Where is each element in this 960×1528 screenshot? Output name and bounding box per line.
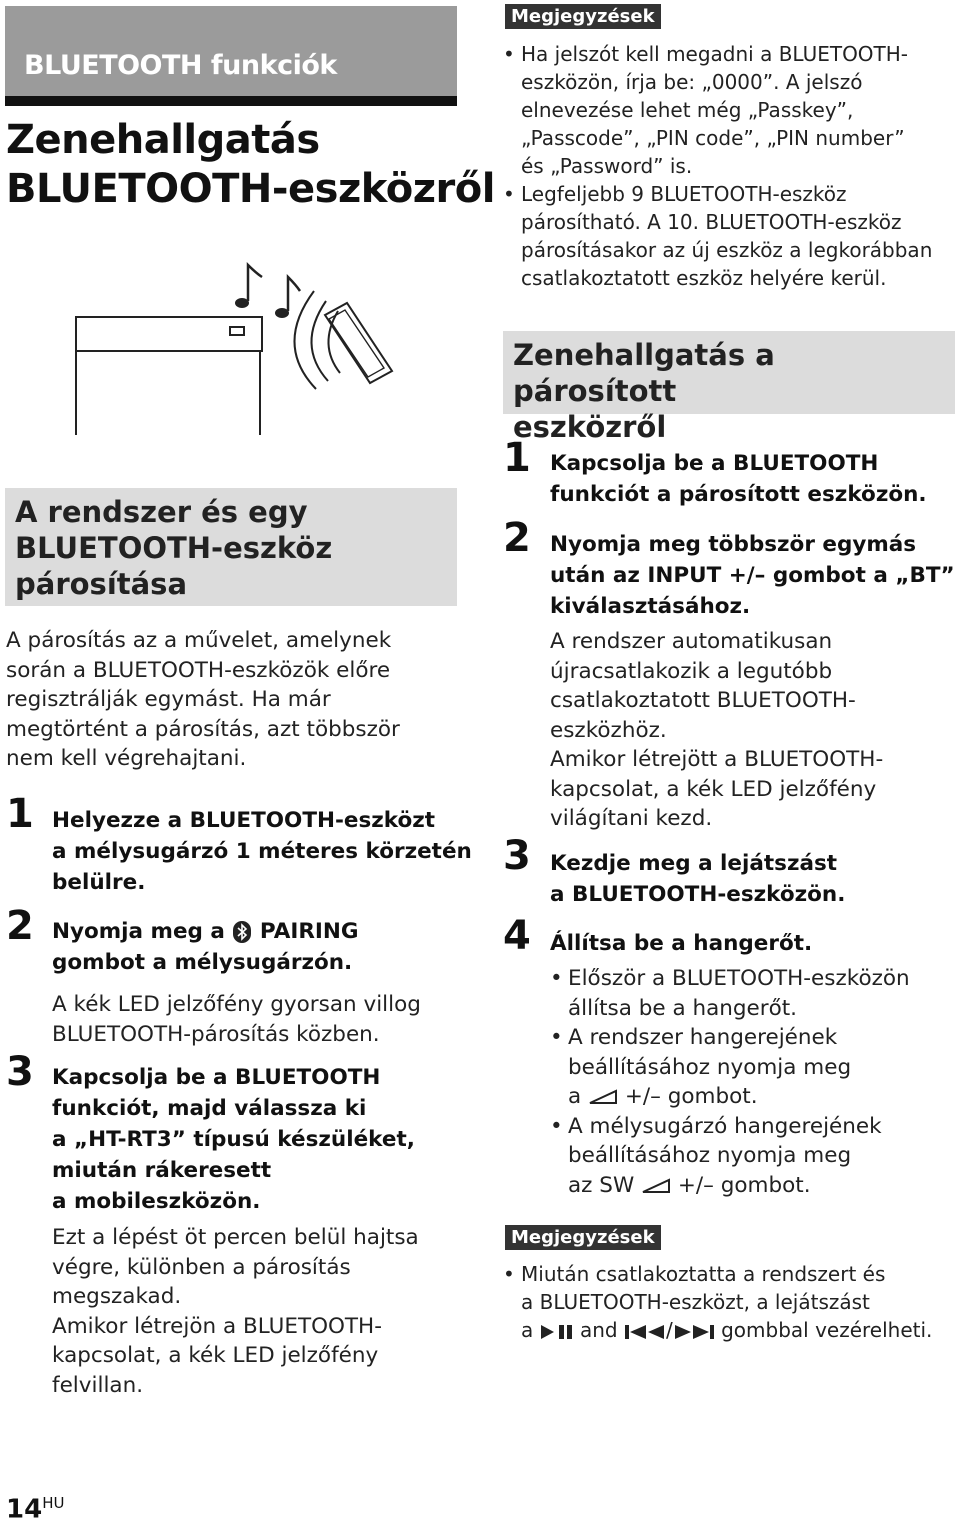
chapter-divider bbox=[5, 96, 457, 106]
step-number: 3 bbox=[503, 833, 531, 879]
step-body: A kék LED jelzőfény gyorsan villog BLUETOOTH-párosítás közben. bbox=[52, 992, 421, 1047]
notes-label: Megjegyzések bbox=[505, 1225, 661, 1250]
step-body: A rendszer automatikusan újracsatlakozik a legutóbb csatlakoztatott BLUETOOTH- eszközhöz. Amikor létrejött a BLUETOOTH- kapcsolat, a kék LED jelzőfény világítani kezd. bbox=[550, 629, 884, 831]
listen-section-heading: Zenehallgatás a párosított eszközről bbox=[503, 331, 955, 414]
chapter-label: BLUETOOTH funkciók bbox=[24, 50, 337, 81]
step-number: 2 bbox=[6, 903, 34, 949]
previous-icon bbox=[624, 1324, 666, 1340]
list-item: • A rendszer hangerejének beállításához nyomja meg a +/– gombot. bbox=[550, 1023, 950, 1112]
music-notes-icon bbox=[235, 265, 300, 318]
list-item: • Először a BLUETOOTH-eszközön állítsa be a hangerőt. bbox=[550, 964, 950, 1023]
list-item: • A mélysugárzó hangerejének beállításához nyomja meg az SW +/– gombot. bbox=[550, 1112, 950, 1201]
play-pause-icon bbox=[540, 1324, 574, 1340]
next-icon bbox=[673, 1324, 715, 1340]
page-title: Zenehallgatás BLUETOOTH-eszközről bbox=[6, 117, 495, 212]
pairing-illustration bbox=[70, 255, 410, 440]
step-number: 4 bbox=[503, 913, 531, 959]
step-number: 1 bbox=[503, 435, 531, 481]
notes-list bbox=[503, 40, 955, 292]
notes-label: Megjegyzések bbox=[505, 4, 661, 29]
step-title: Nyomja meg a PAIRING gombot a mélysugárzón. bbox=[52, 919, 359, 975]
step-title: Kezdje meg a lejátszást a BLUETOOTH-eszközön. bbox=[550, 851, 846, 907]
step-title: Kapcsolja be a BLUETOOTH funkciót a párosított eszközön. bbox=[550, 451, 927, 507]
step-title: Kapcsolja be a BLUETOOTH funkciót, majd válassza ki a „HT-RT3” típusú készüléket, miután rákeresett a mobileszközön. bbox=[52, 1065, 415, 1214]
notes-list bbox=[503, 1260, 958, 1344]
step-number: 1 bbox=[6, 791, 34, 837]
note-item: • Legfeljebb 9 BLUETOOTH-eszköz párosítható. A 10. BLUETOOTH-eszköz párosításakor az új eszköz a legkorábban csatlakoztatott eszköz helyére kerül. bbox=[503, 180, 955, 292]
page-number: $14^{HU}$ bbox=[6, 1494, 65, 1525]
step-number: 3 bbox=[6, 1049, 34, 1095]
volume-icon bbox=[588, 1089, 618, 1105]
step-number: 2 bbox=[503, 515, 531, 561]
step-title: Helyezze a BLUETOOTH-eszközt a mélysugárzó 1 méteres körzetén belülre. bbox=[52, 808, 472, 895]
step-body: Ezt a lépést öt percen belül hajtsa végre, különben a párosítás megszakad. Amikor létrejön a BLUETOOTH- kapcsolat, a kék LED jelzőfény felvillan. bbox=[52, 1225, 419, 1398]
step-title: Nyomja meg többször egymás után az INPUT +/– gombot a „BT” kiválasztásához. bbox=[550, 532, 955, 619]
bluetooth-icon bbox=[232, 920, 252, 944]
pairing-intro: A párosítás az a művelet, amelynek során a BLUETOOTH-eszközök előre regisztrálják egymást. Ha már megtörtént a párosítás, azt többször nem kell végrehajtani. bbox=[6, 628, 400, 771]
note-item: • Ha jelszót kell megadni a BLUETOOTH- eszközön, írja be: „0000”. A jelszó elnevezése lehet még „Passkey”, „Passcode”, „PIN code”, „PIN number” és „Password” is. bbox=[503, 40, 955, 180]
volume-bullets bbox=[550, 964, 950, 1200]
volume-icon bbox=[641, 1178, 671, 1194]
step-title: Állítsa be a hangerőt. bbox=[550, 931, 813, 956]
note-item: • Miután csatlakoztatta a rendszert és a BLUETOOTH-eszközt, a lejátszást a and / gombbal vezérelheti. bbox=[503, 1260, 958, 1344]
pairing-section-heading: A rendszer és egy BLUETOOTH-eszköz párosítása bbox=[5, 488, 457, 606]
